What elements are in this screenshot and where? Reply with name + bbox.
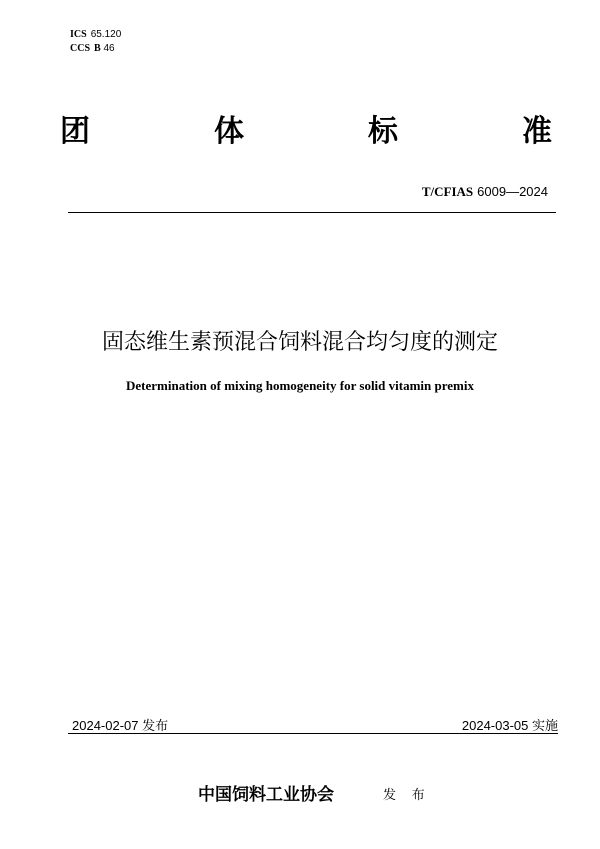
ics-label: ICS — [70, 29, 87, 40]
implement-date: 2024-03-05 实施 — [461, 718, 558, 733]
standard-type-char: 标 — [368, 114, 398, 149]
standard-code: 6009—2024 — [477, 184, 548, 199]
standard-type-heading — [60, 112, 552, 152]
standard-org: T/CFIAS — [421, 184, 474, 199]
standard-type-char: 团 — [60, 114, 90, 149]
issue-date: 2024-02-07 发布 — [72, 718, 169, 733]
ccs-letter: B — [94, 43, 101, 54]
publisher-name: 中国饲料工业协会 — [198, 785, 334, 805]
standard-type-char: 体 — [214, 114, 244, 149]
ccs-value: 46 — [103, 43, 115, 54]
document-title-en: Determination of mixing homogeneity for solid vitamin premix — [126, 378, 474, 393]
classification-codes — [70, 28, 121, 56]
standard-number — [422, 184, 548, 200]
ccs-code — [70, 42, 121, 56]
publish-label: 发 布 — [383, 787, 431, 802]
ics-value: 65.120 — [90, 29, 122, 40]
ics-code — [70, 28, 121, 42]
document-title-cn: 固态维生素预混合饲料混合均匀度的测定 — [101, 330, 498, 355]
footer-divider — [68, 733, 558, 734]
ccs-label: CCS — [70, 43, 91, 54]
header-divider — [68, 212, 556, 213]
standard-type-char: 准 — [522, 114, 552, 149]
